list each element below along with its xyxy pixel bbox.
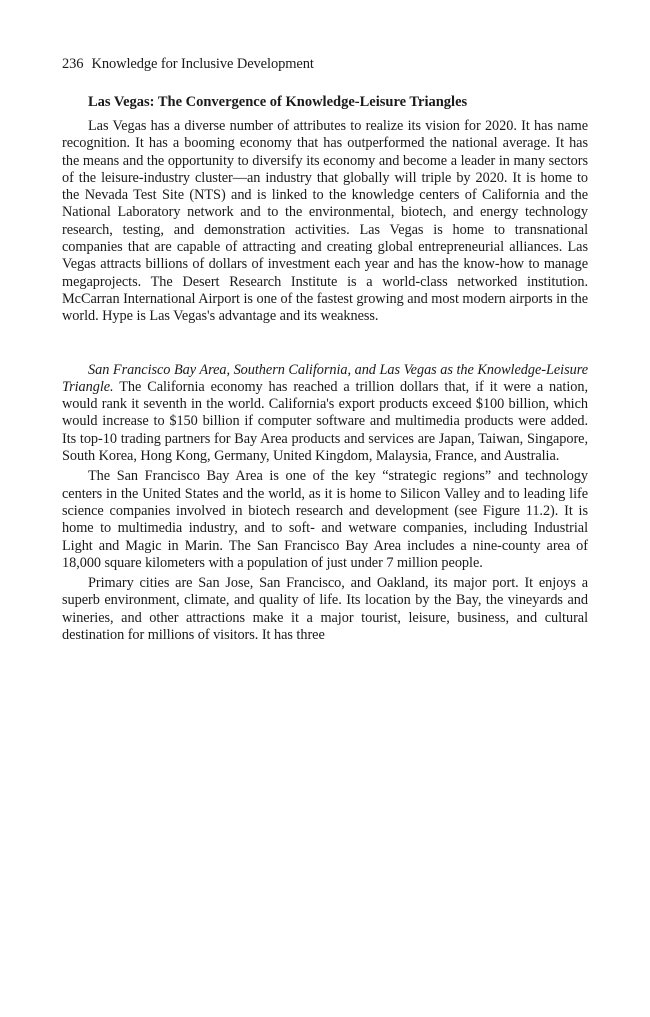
page-number: 236	[62, 56, 84, 72]
paragraph-text: The California economy has reached a trillion dollars that, if it were a nation, would rank it seventh in the world. California's export products exceed $100 billion, which would increase to $150 billion if computer software and multimedia products were added. Its top-10 trading partners for Bay Area products and services are Japan, Taiwan, Singapore, South Korea, Hong Kong, Germany, United Kingdom, Malaysia, France, and Australia.	[62, 378, 588, 465]
running-header	[62, 54, 588, 74]
book-title: Knowledge for Inclusive Development	[91, 56, 314, 72]
paragraph-knowledge-leisure-triangle	[62, 362, 588, 466]
paragraph-primary-cities	[62, 575, 588, 644]
paragraph-text: Las Vegas has a diverse number of attributes to realize its vision for 2020. It has name recognition. It has a booming economy that has outperformed the national average. It has the means and the opportunity to diversify its economy and become a leader in many sectors of the leisure-industry cluster—an industry that globally will triple by 2020. It is home to the Nevada Test Site (NTS) and is linked to the knowledge centers of California and the National Laboratory network and to the environmental, biotech, and energy technology research, testing, and demonstration activities. Las Vegas is home to transnational companies that are capable of attracting and creating global entrepreneurial alliances. Las Vegas attracts billions of dollars of investment each year and has the know-how to manage megaprojects. The Desert Research Institute is a world-class networked institution. McCarran International Airport is one of the fastest growing and most modern airports in the world. Hype is Las Vegas's advantage and its weakness.	[62, 118, 588, 325]
paragraph-italic-lead: San Francisco Bay Area, Southern California, and Las Vegas as the Knowledge-Leisure Triangle.	[62, 361, 588, 395]
book-page	[62, 54, 588, 644]
paragraph-text: The San Francisco Bay Area is one of the key “strategic regions” and technology centers in the United States and the world, as it is home to Silicon Valley and to leading life science companies involved in biotech research and development (see Figure 11.2). It is home to multimedia industry, and to soft- and wetware companies, including Industrial Light and Magic in Marin. The San Francisco Bay Area includes a nine-county area of 18,000 square kilometers with a population of just under 7 million people.	[62, 468, 588, 571]
paragraph-text: Primary cities are San Jose, San Francisco, and Oakland, its major port. It enjoys a superb environment, climate, and quality of life. Its location by the Bay, the vineyards and wineries, and other attractions make it a major tourist, leisure, business, and cultural destination for millions of visitors. It has three	[62, 575, 588, 644]
section-heading: Las Vegas: The Convergence of Knowledge-Leisure Triangles	[88, 94, 468, 110]
paragraph-bay-area	[62, 468, 588, 572]
paragraph-las-vegas	[62, 118, 588, 326]
